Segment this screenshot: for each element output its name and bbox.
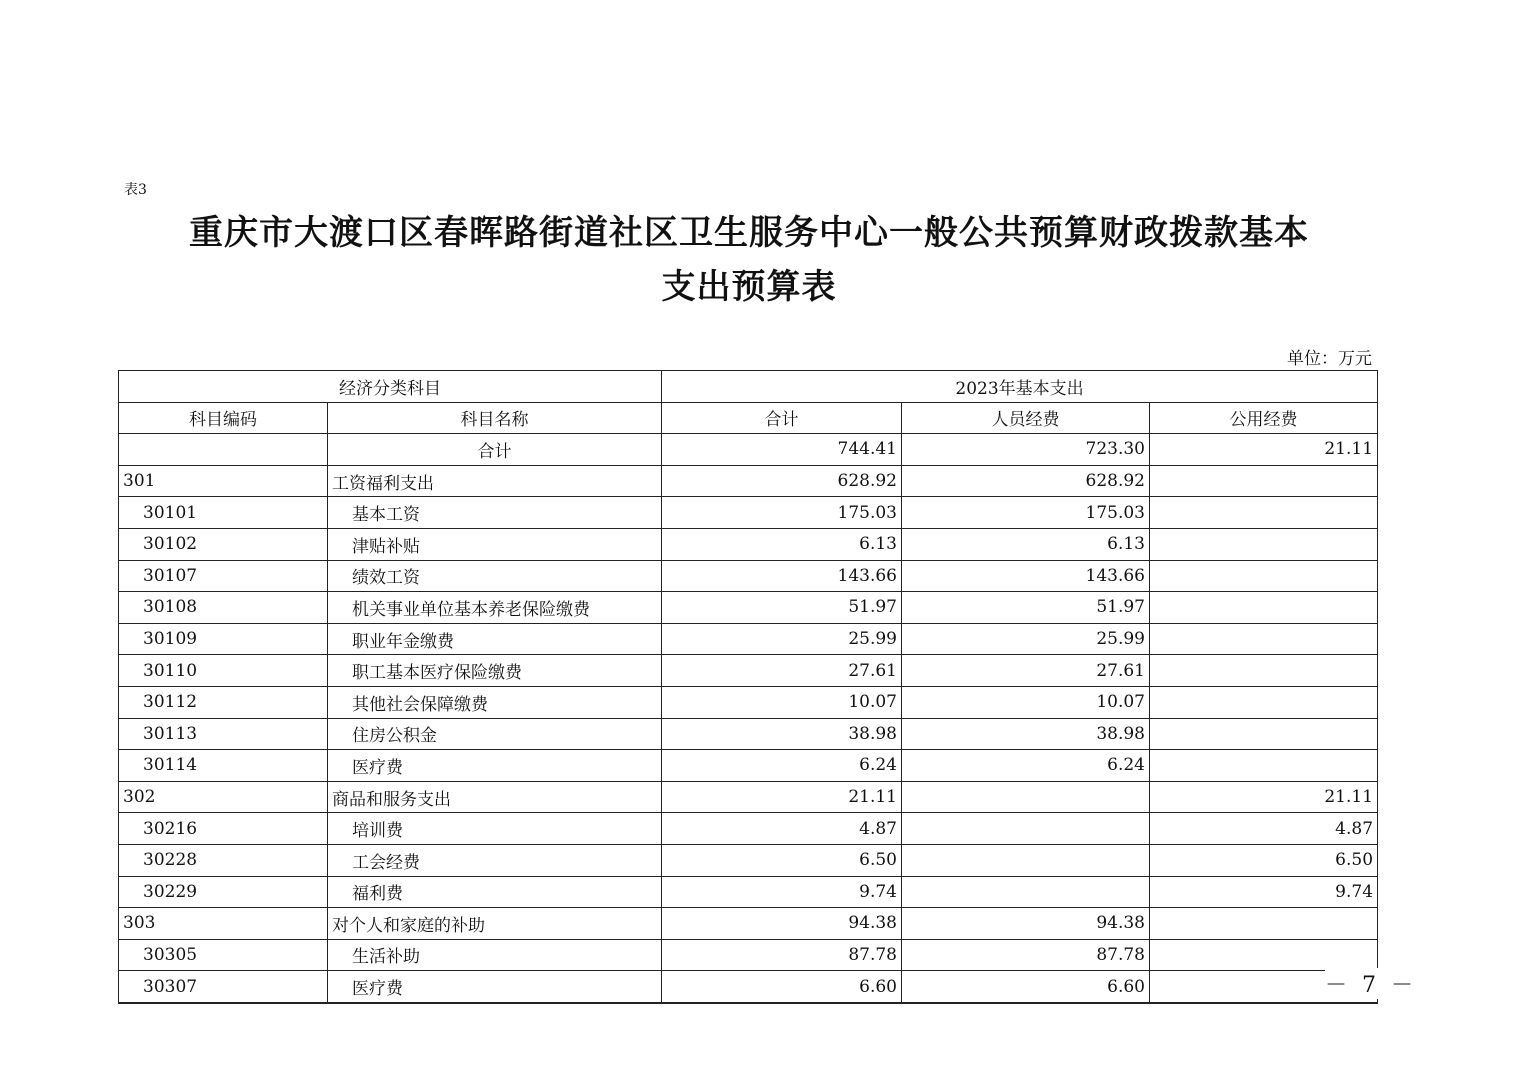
cell-total: 6.13	[662, 528, 902, 560]
cell-personnel: 94.38	[902, 908, 1150, 940]
cell-public	[1150, 465, 1378, 497]
table-row	[119, 781, 1378, 813]
table-row	[119, 718, 1378, 750]
cell-total: 744.41	[662, 434, 902, 466]
table-row	[119, 497, 1378, 529]
cell-public	[1150, 939, 1378, 971]
cell-name: 其他社会保障缴费	[328, 686, 662, 718]
budget-table	[118, 370, 1378, 1004]
title-line-2: 支出预算表	[661, 267, 837, 307]
cell-personnel: 25.99	[902, 623, 1150, 655]
table-label: 表3	[124, 182, 147, 198]
cell-code: 30109	[119, 623, 328, 655]
cell-name: 津贴补贴	[328, 528, 662, 560]
cell-code: 303	[119, 908, 328, 940]
cell-name: 生活补助	[328, 939, 662, 971]
cell-name: 机关事业单位基本养老保险缴费	[328, 592, 662, 624]
cell-code	[119, 434, 328, 466]
cell-name: 医疗费	[328, 750, 662, 782]
page-number: － 7 －	[1325, 968, 1417, 999]
cell-code: 30114	[119, 750, 328, 782]
cell-total: 175.03	[662, 497, 902, 529]
cell-total: 94.38	[662, 908, 902, 940]
cell-public: 21.11	[1150, 434, 1378, 466]
cell-personnel: 10.07	[902, 686, 1150, 718]
cell-total: 628.92	[662, 465, 902, 497]
cell-personnel: 628.92	[902, 465, 1150, 497]
cell-code: 30307	[119, 971, 328, 1003]
cell-total: 4.87	[662, 813, 902, 845]
cell-personnel: 51.97	[902, 592, 1150, 624]
cell-public	[1150, 592, 1378, 624]
cell-total: 27.61	[662, 655, 902, 687]
header-total: 合计	[662, 402, 902, 434]
cell-name: 合计	[328, 434, 662, 466]
cell-total: 6.50	[662, 844, 902, 876]
cell-public	[1150, 560, 1378, 592]
cell-personnel: 723.30	[902, 434, 1150, 466]
table-row	[119, 750, 1378, 782]
cell-personnel	[902, 876, 1150, 908]
header-column-row	[119, 402, 1378, 434]
unit-label: 单位：万元	[1287, 349, 1372, 369]
cell-name: 基本工资	[328, 497, 662, 529]
header-basic-expenditure: 2023年基本支出	[662, 371, 1378, 403]
cell-total: 9.74	[662, 876, 902, 908]
cell-total: 10.07	[662, 686, 902, 718]
cell-code: 30107	[119, 560, 328, 592]
cell-total: 51.97	[662, 592, 902, 624]
table-row	[119, 876, 1378, 908]
cell-code: 30229	[119, 876, 328, 908]
table-row	[119, 465, 1378, 497]
table-row	[119, 971, 1378, 1003]
cell-public	[1150, 528, 1378, 560]
cell-public: 6.50	[1150, 844, 1378, 876]
cell-name: 职业年金缴费	[328, 623, 662, 655]
page-title	[118, 206, 1380, 314]
table-row	[119, 528, 1378, 560]
cell-code: 302	[119, 781, 328, 813]
cell-public	[1150, 655, 1378, 687]
cell-code: 30110	[119, 655, 328, 687]
cell-personnel	[902, 781, 1150, 813]
cell-total: 25.99	[662, 623, 902, 655]
cell-name: 培训费	[328, 813, 662, 845]
cell-code: 30216	[119, 813, 328, 845]
cell-public: 9.74	[1150, 876, 1378, 908]
cell-code: 30102	[119, 528, 328, 560]
cell-code: 30108	[119, 592, 328, 624]
cell-code: 30305	[119, 939, 328, 971]
cell-public	[1150, 497, 1378, 529]
cell-personnel: 6.13	[902, 528, 1150, 560]
cell-name: 住房公积金	[328, 718, 662, 750]
header-public: 公用经费	[1150, 402, 1378, 434]
cell-total: 38.98	[662, 718, 902, 750]
cell-personnel: 27.61	[902, 655, 1150, 687]
table-row	[119, 686, 1378, 718]
cell-name: 绩效工资	[328, 560, 662, 592]
cell-name: 工资福利支出	[328, 465, 662, 497]
cell-name: 工会经费	[328, 844, 662, 876]
table-row	[119, 623, 1378, 655]
table-row	[119, 844, 1378, 876]
cell-personnel: 87.78	[902, 939, 1150, 971]
cell-personnel: 38.98	[902, 718, 1150, 750]
table-row	[119, 939, 1378, 971]
table-row	[119, 592, 1378, 624]
cell-code: 30113	[119, 718, 328, 750]
cell-total: 143.66	[662, 560, 902, 592]
cell-public	[1150, 686, 1378, 718]
cell-name: 对个人和家庭的补助	[328, 908, 662, 940]
cell-total: 6.60	[662, 971, 902, 1003]
cell-code: 301	[119, 465, 328, 497]
cell-code: 30112	[119, 686, 328, 718]
cell-public	[1150, 623, 1378, 655]
cell-total: 87.78	[662, 939, 902, 971]
cell-public	[1150, 750, 1378, 782]
cell-personnel	[902, 844, 1150, 876]
cell-public: 21.11	[1150, 781, 1378, 813]
title-line-1: 重庆市大渡口区春晖路街道社区卫生服务中心一般公共预算财政拨款基本	[189, 213, 1309, 253]
cell-code: 30101	[119, 497, 328, 529]
header-group-row	[119, 371, 1378, 403]
cell-personnel: 143.66	[902, 560, 1150, 592]
header-name: 科目名称	[328, 402, 662, 434]
cell-code: 30228	[119, 844, 328, 876]
cell-total: 21.11	[662, 781, 902, 813]
table-row	[119, 560, 1378, 592]
cell-personnel	[902, 813, 1150, 845]
cell-personnel: 6.24	[902, 750, 1150, 782]
header-personnel: 人员经费	[902, 402, 1150, 434]
cell-personnel: 6.60	[902, 971, 1150, 1003]
cell-public	[1150, 718, 1378, 750]
cell-public: 4.87	[1150, 813, 1378, 845]
table-row	[119, 813, 1378, 845]
cell-name: 职工基本医疗保险缴费	[328, 655, 662, 687]
cell-name: 商品和服务支出	[328, 781, 662, 813]
table-row	[119, 908, 1378, 940]
cell-total: 6.24	[662, 750, 902, 782]
total-row	[119, 434, 1378, 466]
header-code: 科目编码	[119, 402, 328, 434]
table-row	[119, 655, 1378, 687]
header-economic-category: 经济分类科目	[119, 371, 662, 403]
cell-name: 医疗费	[328, 971, 662, 1003]
cell-personnel: 175.03	[902, 497, 1150, 529]
cell-name: 福利费	[328, 876, 662, 908]
cell-public	[1150, 908, 1378, 940]
